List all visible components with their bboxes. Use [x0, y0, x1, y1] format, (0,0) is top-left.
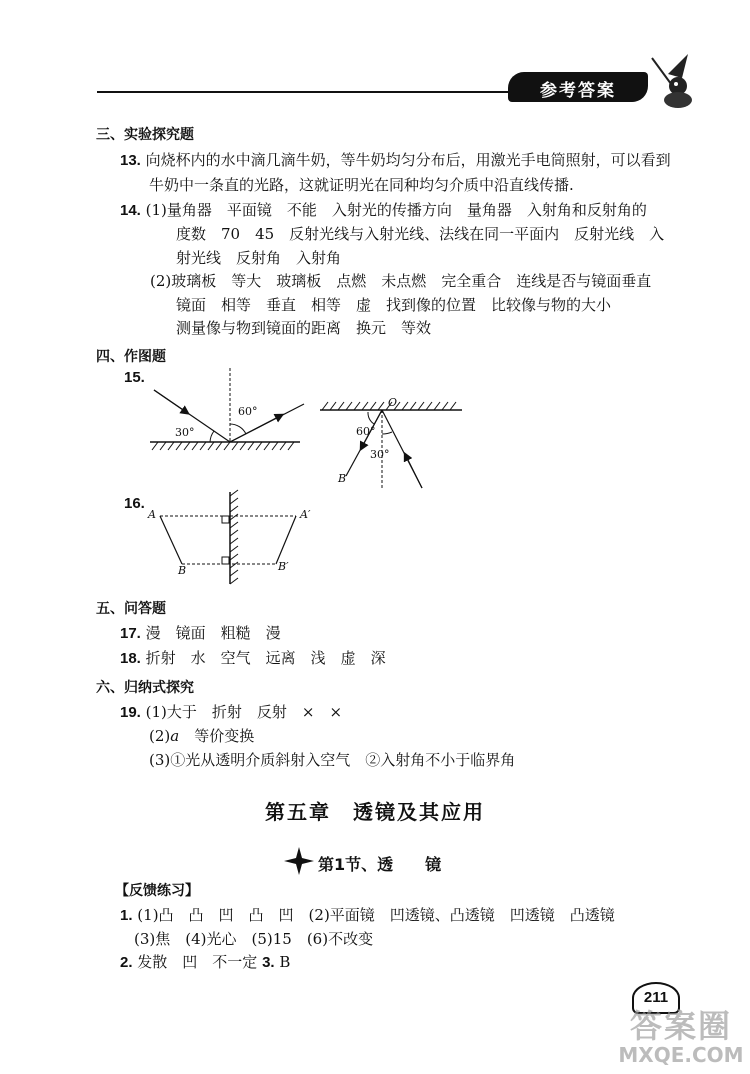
q19-number: 19.	[120, 704, 141, 721]
fig2-point-b: B	[338, 472, 347, 485]
fb-q3-number: 3.	[262, 954, 275, 971]
q13-line2: 牛奶中一条直的光路，这就证明光在同种均匀介质中沿直线传播.	[149, 176, 574, 194]
fig2-point-o: O	[388, 396, 398, 409]
fb-q1-line2: (3)焦 (4)光心 (5)15 (6)不改变	[134, 930, 374, 948]
fig16-point-a-prime: A′	[300, 508, 311, 521]
header-rule	[97, 91, 517, 93]
section-number: 1	[334, 855, 346, 874]
q14-number: 14.	[120, 202, 141, 219]
reflection-diagram-1	[140, 364, 320, 456]
header-badge-text: 参考答案	[540, 81, 616, 101]
wizard-icon	[648, 48, 703, 110]
fb-q1-number: 1.	[120, 907, 133, 924]
q17-text: 漫 镜面 粗糙 漫	[145, 624, 281, 642]
fb-q2-line	[120, 952, 290, 973]
q14-line1	[120, 200, 647, 221]
q19-line3: (3)①光从透明介质斜射入空气 ②入射角不小于临界角	[149, 751, 516, 769]
q15-number: 15.	[124, 369, 145, 386]
q19-p2-rest: 等价变换	[179, 727, 255, 745]
q14-p2-line1: (2)玻璃板 等大 玻璃板 点燃 未点燃 完全重合 连线是否与镜面垂直	[150, 272, 652, 290]
header-badge	[508, 72, 648, 102]
q18-number: 18.	[120, 650, 141, 667]
fig16-point-b: B	[178, 564, 187, 577]
section-heading-3: 三、实验探究题	[96, 127, 194, 143]
fb-q2-number: 2.	[120, 954, 133, 971]
section-heading-5: 五、问答题	[96, 601, 166, 617]
q14-p1-line2: 度数 70 45 反射光线与入射光线、法线在同一平面内 反射光线 入	[176, 225, 665, 243]
section-title	[318, 852, 441, 875]
section-heading-6: 六、归纳式探究	[96, 680, 194, 696]
fig1-angle-left: 30°	[175, 426, 195, 439]
q19-line2	[149, 726, 254, 746]
q18-line	[120, 648, 386, 669]
fig16-point-b-prime: B′	[278, 560, 289, 573]
fig2-angle-left: 60°	[356, 425, 376, 438]
q19-line1	[120, 702, 342, 723]
section-suffix: 节、透 镜	[345, 855, 442, 874]
watermark	[616, 1008, 746, 1066]
fb-q1-text1: (1)凸 凸 凹 凸 凹 (2)平面镜 凹透镜、凸透镜 凹透镜 凸透镜	[137, 906, 615, 924]
q16-number: 16.	[124, 495, 145, 512]
star-icon	[282, 846, 316, 876]
mirror-image-diagram	[150, 488, 320, 588]
watermark-line1: 答案圈	[629, 1007, 732, 1045]
page-number: 211	[643, 989, 669, 1006]
fig2-angle-mid: 30°	[370, 448, 390, 461]
q14-p2-line3: 测量像与物到镜面的距离 换元 等效	[176, 319, 432, 337]
feedback-label: 【反馈练习】	[115, 883, 199, 899]
section-heading-4: 四、作图题	[96, 349, 166, 365]
q13-text1: 向烧杯内的水中滴几滴牛奶，等牛奶均匀分布后，用激光手电筒照射，可以看到	[145, 151, 671, 169]
q17-number: 17.	[120, 625, 141, 642]
section-prefix: 第	[318, 855, 335, 874]
q14-p2-line2: 镜面 相等 垂直 相等 虚 找到像的位置 比较像与物的大小	[176, 296, 612, 314]
q14-p1-line3: 射光线 反射角 入射角	[176, 249, 342, 267]
q19-p2-var: a	[170, 727, 180, 745]
fig16-point-a: A	[148, 508, 156, 521]
fig1-angle-top: 60°	[238, 405, 258, 418]
q13-line1	[120, 150, 671, 171]
q17-line	[120, 623, 281, 644]
q13-number: 13.	[120, 152, 141, 169]
chapter-title: 第五章 透镜及其应用	[265, 800, 485, 824]
q19-p2-prefix: (2)	[149, 727, 171, 745]
watermark-line2: MXQE.COM	[618, 1043, 744, 1067]
q14-p1-text1: (1)量角器 平面镜 不能 入射光的传播方向 量角器 入射角和反射角的	[145, 201, 647, 219]
q18-text: 折射 水 空气 远离 浅 虚 深	[145, 649, 386, 667]
fb-q1-line1	[120, 905, 615, 926]
q19-p1: (1)大于 折射 反射 × ×	[145, 703, 343, 721]
fb-q3-text: B	[279, 953, 291, 971]
fb-q2-text: 发散 凹 不一定	[137, 953, 258, 971]
